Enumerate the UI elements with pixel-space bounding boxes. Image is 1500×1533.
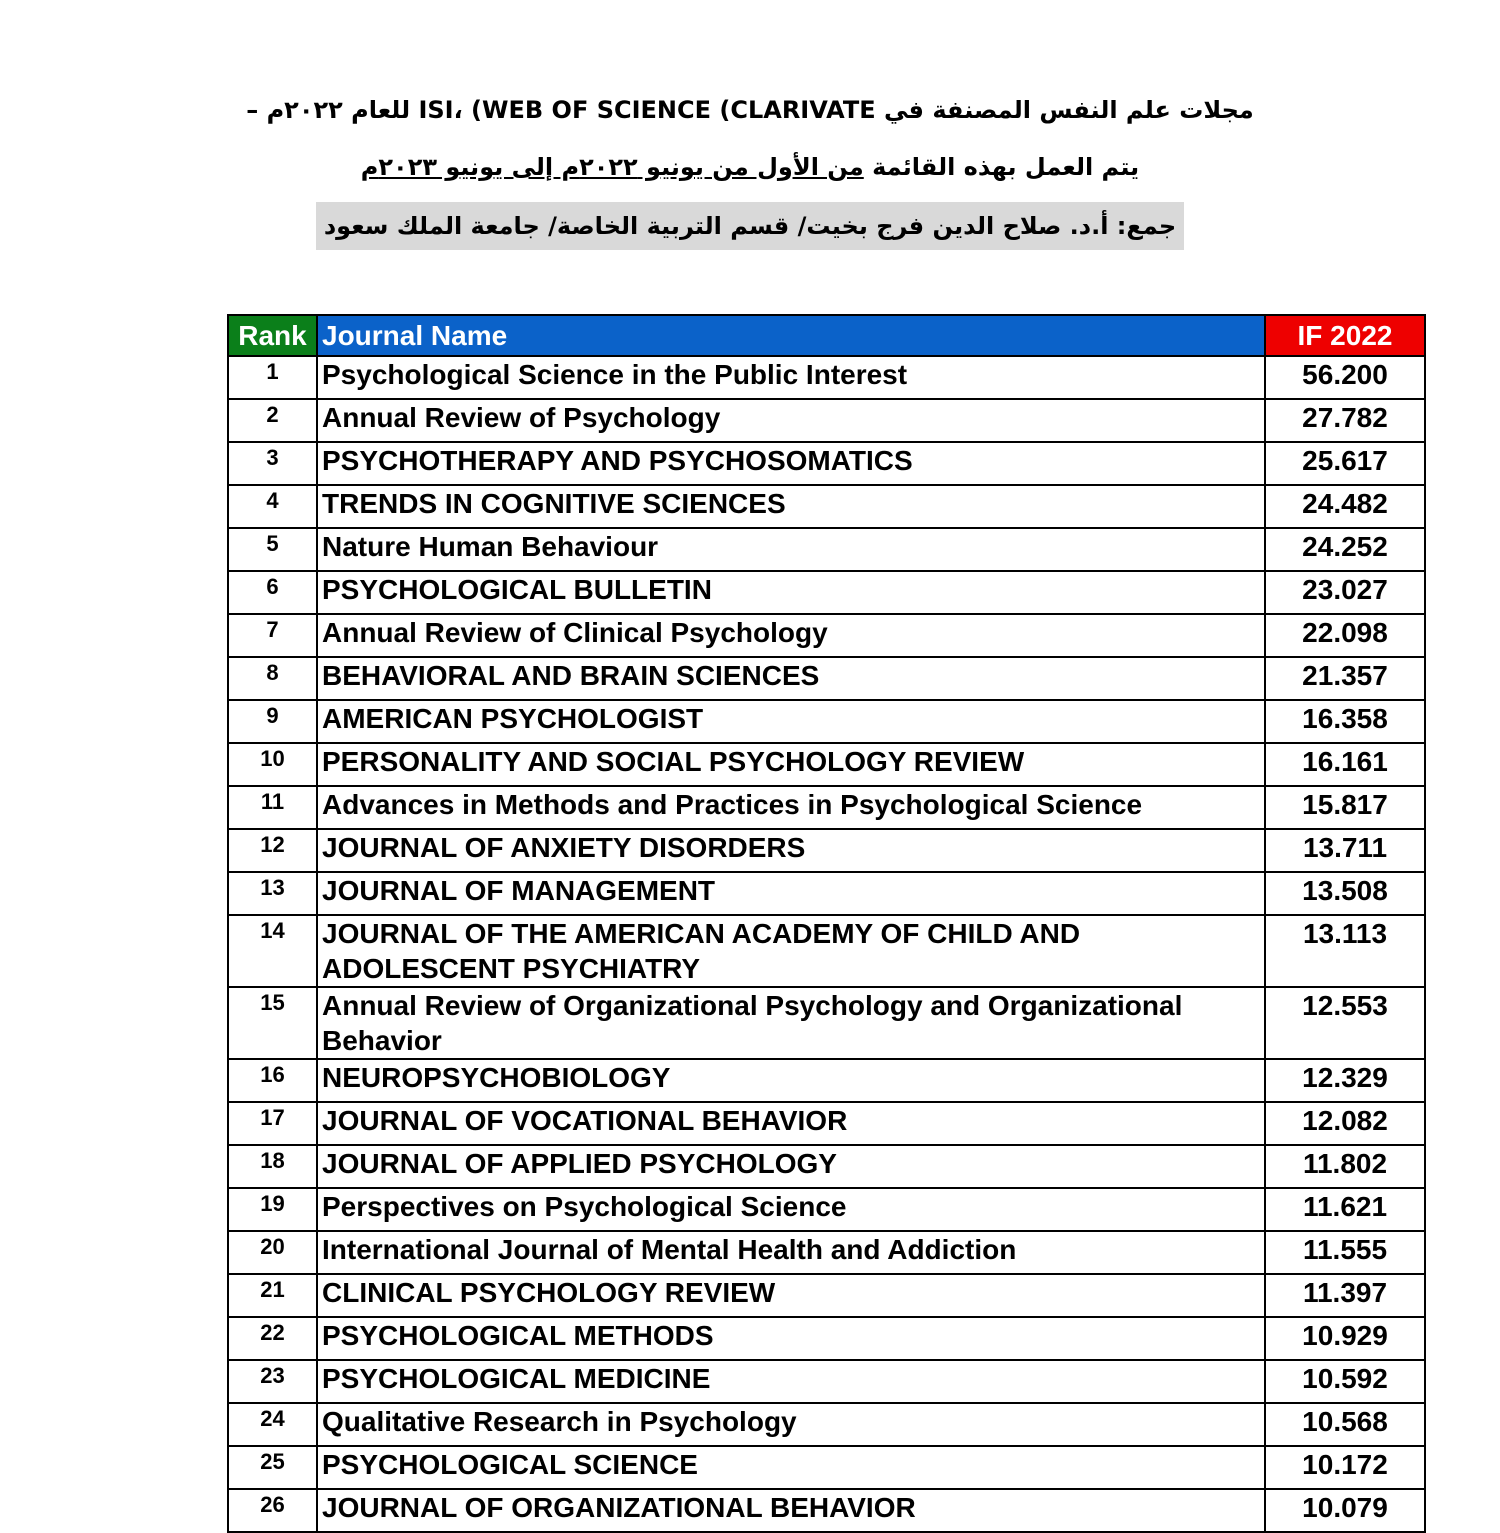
impact-factor-cell: 16.161 [1265,743,1425,786]
page-title-text: مجلات علم النفس المصنفة في ISI، (WEB OF SCIENCE (CLARIVATE للعام ٢٠٢٢م – [246,96,1254,124]
table-row [228,1188,1425,1231]
impact-factor-cell: 25.617 [1265,442,1425,485]
rank-cell: 1 [228,356,317,399]
impact-factor-cell: 27.782 [1265,399,1425,442]
impact-factor-cell: 13.113 [1265,915,1425,987]
impact-factor-cell: 15.817 [1265,786,1425,829]
table-row [228,987,1425,1059]
rank-cell: 10 [228,743,317,786]
rank-cell: 13 [228,872,317,915]
journal-name-cell: JOURNAL OF MANAGEMENT [317,872,1265,915]
journal-name-cell: Psychological Science in the Public Interest [317,356,1265,399]
table-row [228,1145,1425,1188]
impact-factor-cell: 11.621 [1265,1188,1425,1231]
journal-ranking-table [227,314,1426,1533]
table-row [228,1360,1425,1403]
impact-factor-cell: 16.358 [1265,700,1425,743]
rank-cell: 22 [228,1317,317,1360]
rank-cell: 6 [228,571,317,614]
journal-name-cell: PSYCHOLOGICAL SCIENCE [317,1446,1265,1489]
table-row [228,485,1425,528]
table-row [228,614,1425,657]
rank-cell: 11 [228,786,317,829]
impact-factor-cell: 12.329 [1265,1059,1425,1102]
rank-cell: 20 [228,1231,317,1274]
journal-name-cell: JOURNAL OF ANXIETY DISORDERS [317,829,1265,872]
journal-name-cell: CLINICAL PSYCHOLOGY REVIEW [317,1274,1265,1317]
journal-name-cell: PSYCHOTHERAPY AND PSYCHOSOMATICS [317,442,1265,485]
impact-factor-cell: 11.555 [1265,1231,1425,1274]
rank-cell: 4 [228,485,317,528]
impact-factor-cell: 23.027 [1265,571,1425,614]
table-row [228,1489,1425,1532]
table-row [228,829,1425,872]
table-row [228,1446,1425,1489]
journal-name-cell: Annual Review of Clinical Psychology [317,614,1265,657]
journal-name-cell: NEUROPSYCHOBIOLOGY [317,1059,1265,1102]
rank-cell: 19 [228,1188,317,1231]
journal-name-cell: Qualitative Research in Psychology [317,1403,1265,1446]
impact-factor-cell: 12.553 [1265,987,1425,1059]
table-row [228,1231,1425,1274]
table-row [228,442,1425,485]
table-row [228,1102,1425,1145]
table-body [228,356,1425,1532]
journal-name-cell: International Journal of Mental Health and Addiction [317,1231,1265,1274]
compiler-credit [0,202,1500,250]
table-row [228,915,1425,987]
table-row [228,657,1425,700]
table-row [228,528,1425,571]
journal-name-cell: BEHAVIORAL AND BRAIN SCIENCES [317,657,1265,700]
validity-period-line [0,153,1500,181]
validity-period-dates: من الأول من يونيو ٢٠٢٢م إلى يونيو ٢٠٢٣م [360,153,864,181]
rank-cell: 7 [228,614,317,657]
rank-cell: 25 [228,1446,317,1489]
journal-name-cell: PERSONALITY AND SOCIAL PSYCHOLOGY REVIEW [317,743,1265,786]
journal-name-cell: Annual Review of Psychology [317,399,1265,442]
rank-cell: 16 [228,1059,317,1102]
column-header-impact-factor: IF 2022 [1265,315,1425,356]
rank-cell: 3 [228,442,317,485]
page-title [0,96,1500,124]
table-header-row [228,315,1425,356]
journal-name-cell: TRENDS IN COGNITIVE SCIENCES [317,485,1265,528]
impact-factor-cell: 11.802 [1265,1145,1425,1188]
table-row [228,1274,1425,1317]
rank-cell: 5 [228,528,317,571]
rank-cell: 2 [228,399,317,442]
table-row [228,399,1425,442]
journal-name-cell: Perspectives on Psychological Science [317,1188,1265,1231]
rank-cell: 23 [228,1360,317,1403]
journal-name-cell: PSYCHOLOGICAL MEDICINE [317,1360,1265,1403]
column-header-journal-name: Journal Name [317,315,1265,356]
journal-name-cell: JOURNAL OF THE AMERICAN ACADEMY OF CHILD AND ADOLESCENT PSYCHIATRY [317,915,1265,987]
table-row [228,571,1425,614]
rank-cell: 8 [228,657,317,700]
impact-factor-cell: 10.592 [1265,1360,1425,1403]
rank-cell: 14 [228,915,317,987]
impact-factor-cell: 10.568 [1265,1403,1425,1446]
impact-factor-cell: 13.508 [1265,872,1425,915]
impact-factor-cell: 12.082 [1265,1102,1425,1145]
rank-cell: 15 [228,987,317,1059]
column-header-rank: Rank [228,315,317,356]
impact-factor-cell: 24.482 [1265,485,1425,528]
impact-factor-cell: 10.172 [1265,1446,1425,1489]
validity-period-prefix: يتم العمل بهذه القائمة [863,153,1140,181]
journal-name-cell: Advances in Methods and Practices in Psychological Science [317,786,1265,829]
journal-name-cell: JOURNAL OF ORGANIZATIONAL BEHAVIOR [317,1489,1265,1532]
rank-cell: 26 [228,1489,317,1532]
rank-cell: 12 [228,829,317,872]
rank-cell: 17 [228,1102,317,1145]
table-row [228,1059,1425,1102]
rank-cell: 9 [228,700,317,743]
impact-factor-cell: 56.200 [1265,356,1425,399]
rank-cell: 24 [228,1403,317,1446]
impact-factor-cell: 21.357 [1265,657,1425,700]
rank-cell: 21 [228,1274,317,1317]
journal-name-cell: Annual Review of Organizational Psychology and Organizational Behavior [317,987,1265,1059]
compiler-credit-text: جمع: أ.د. صلاح الدين فرج بخيت/ قسم التربية الخاصة/ جامعة الملك سعود [316,202,1184,250]
table-row [228,356,1425,399]
impact-factor-cell: 10.929 [1265,1317,1425,1360]
impact-factor-cell: 11.397 [1265,1274,1425,1317]
impact-factor-cell: 10.079 [1265,1489,1425,1532]
journal-name-cell: PSYCHOLOGICAL METHODS [317,1317,1265,1360]
table-row [228,743,1425,786]
table-row [228,786,1425,829]
journal-name-cell: JOURNAL OF APPLIED PSYCHOLOGY [317,1145,1265,1188]
rank-cell: 18 [228,1145,317,1188]
table-row [228,700,1425,743]
journal-name-cell: Nature Human Behaviour [317,528,1265,571]
table-row [228,1317,1425,1360]
impact-factor-cell: 24.252 [1265,528,1425,571]
impact-factor-cell: 13.711 [1265,829,1425,872]
journal-name-cell: JOURNAL OF VOCATIONAL BEHAVIOR [317,1102,1265,1145]
table-row [228,1403,1425,1446]
impact-factor-cell: 22.098 [1265,614,1425,657]
journal-name-cell: PSYCHOLOGICAL BULLETIN [317,571,1265,614]
journal-name-cell: AMERICAN PSYCHOLOGIST [317,700,1265,743]
table-row [228,872,1425,915]
